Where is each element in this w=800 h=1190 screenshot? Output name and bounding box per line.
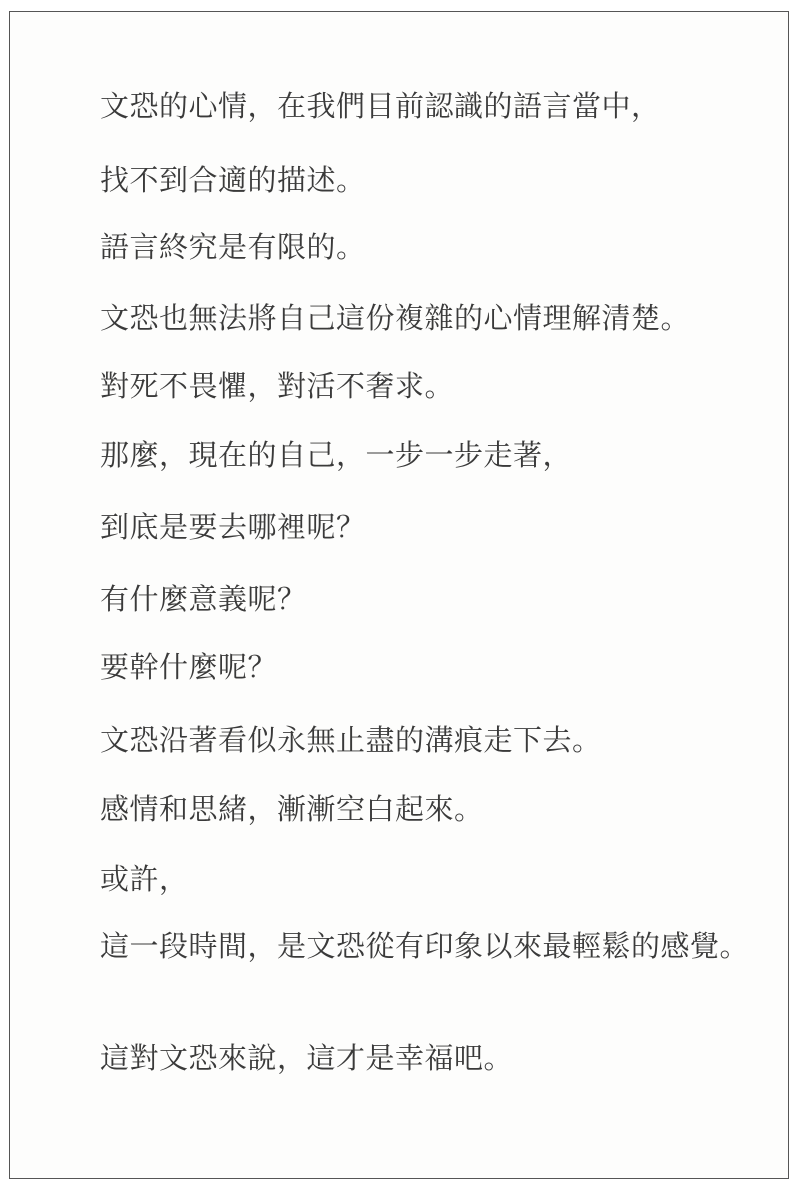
text-line-8: 有什麼意義呢？ (100, 582, 307, 616)
text-line-5: 對死不畏懼，對活不奢求。 (100, 369, 455, 403)
text-line-1: 文恐的心情，在我們目前認識的語言當中， (100, 89, 661, 123)
text-line-4: 文恐也無法將自己這份複雜的心情理解清楚。 (100, 301, 691, 335)
text-line-10: 文恐沿著看似永無止盡的溝痕走下去。 (100, 723, 602, 757)
text-line-3: 語言終究是有限的。 (100, 230, 366, 264)
text-line-13: 這一段時間，是文恐從有印象以來最輕鬆的感覺。 (100, 929, 750, 963)
text-line-12: 或許， (100, 862, 189, 896)
text-line-9: 要幹什麼呢？ (100, 650, 278, 684)
text-line-14: 這對文恐來說，這才是幸福吧。 (100, 1041, 514, 1075)
text-line-7: 到底是要去哪裡呢？ (100, 510, 366, 544)
text-line-11: 感情和思緒，漸漸空白起來。 (100, 792, 484, 826)
text-line-6: 那麼，現在的自己，一步一步走著， (100, 438, 573, 472)
text-line-2: 找不到合適的描述。 (100, 163, 366, 197)
handwritten-page (9, 11, 789, 1179)
